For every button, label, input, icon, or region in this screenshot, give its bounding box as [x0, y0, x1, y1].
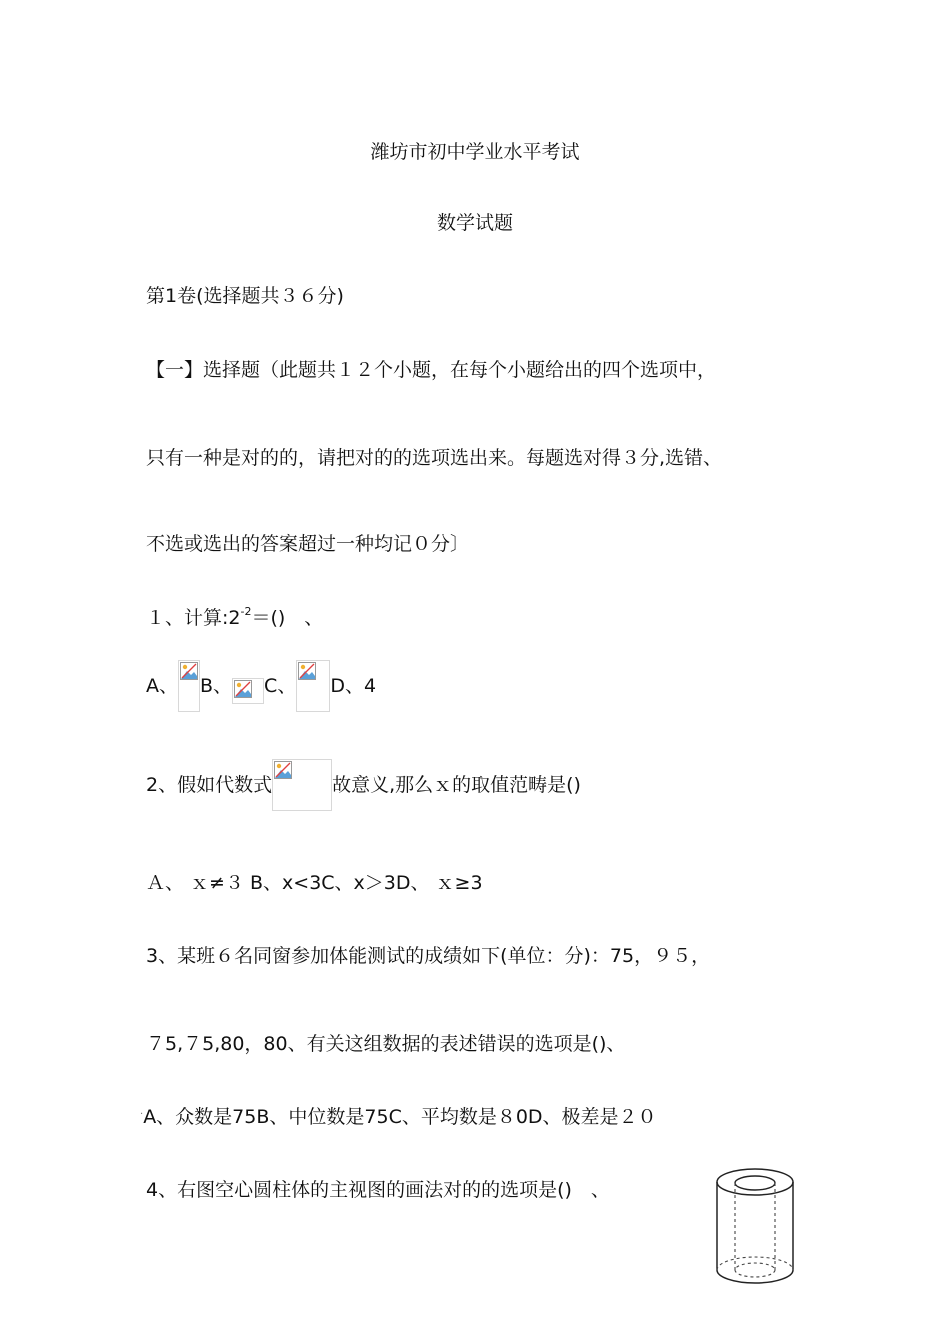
question-4-stem: 4、右图空心圆柱体的主视图的画法对的的选项是() 、 [146, 1179, 610, 1201]
q1-option-b: B、 [200, 675, 233, 697]
q1-option-c-image [296, 660, 330, 712]
question-1-stem [146, 606, 323, 628]
stray-dot: · [140, 1109, 144, 1120]
question-2-stem [146, 759, 581, 811]
instruction-line-1: 【一】选择题（此题共１２个小题，在每个小题给出的四个选项中， [146, 359, 717, 381]
q2-stem-prefix: 2、假如代数式 [146, 774, 273, 796]
question-1-options [146, 660, 376, 712]
instruction-line-2: 只有一种是对的的，请把对的的选项选出来。每题选对得３分,选错、 [146, 447, 723, 469]
question-3-line-1: 3、某班６名同窗参加体能测试的成绩如下(单位：分)：75，９５， [146, 945, 711, 967]
hollow-cylinder-figure [712, 1162, 802, 1292]
question-3-options [140, 1108, 657, 1127]
broken-image-icon [234, 680, 252, 698]
q1-stem-suffix: ＝() 、 [251, 607, 324, 629]
broken-image-icon [298, 662, 316, 680]
q1-stem-prefix: １、计算:2 [146, 607, 241, 629]
q2-stem-suffix: 故意义,那么ｘ的取值范畴是() [332, 774, 581, 796]
page-subtitle: 数学试题 [436, 212, 513, 234]
q3-options-text: A、众数是75B、中位数是75C、平均数是８0D、极差是２０ [143, 1106, 657, 1128]
broken-image-icon [274, 761, 292, 779]
q1-option-d: D、4 [330, 675, 377, 697]
q1-option-a: A、 [146, 675, 178, 697]
question-3-line-2: ７5,７5,80，80、有关这组数据的表述错误的选项是()、 [146, 1033, 626, 1055]
question-2-options: Ａ、 ｘ≠３ B、x<3C、x＞3D、 ｘ≥3 [146, 872, 483, 894]
q2-expression-image [272, 759, 332, 811]
q1-exponent: -2 [240, 605, 252, 618]
broken-image-icon [180, 662, 198, 680]
q1-option-c: C、 [264, 675, 297, 697]
q1-option-a-image [178, 660, 200, 712]
q1-option-b-image [232, 678, 264, 704]
section-heading: 第1卷(选择题共３６分) [146, 285, 344, 307]
page-title: 潍坊市初中学业水平考试 [370, 141, 580, 163]
instruction-line-3: 不选或选出的答案超过一种均记０分〕 [146, 533, 470, 555]
